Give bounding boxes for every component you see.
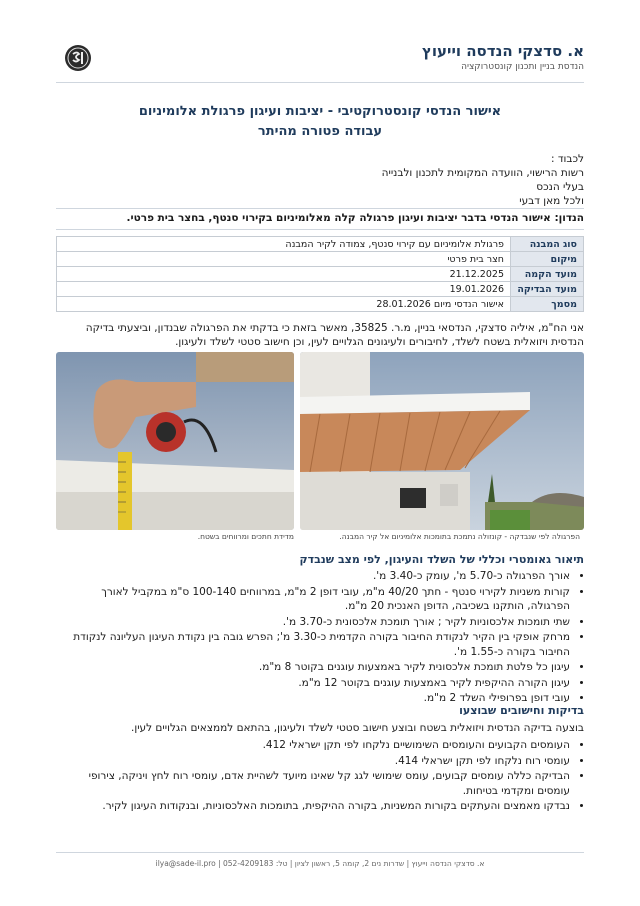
table-row [57, 267, 584, 282]
table-row [57, 237, 584, 252]
table-key: סוג המבנה [511, 237, 584, 252]
divider [56, 208, 584, 209]
recipient-greeting: לכבוד : [550, 153, 584, 165]
table-value: אישור הנדסי מיום 28.01.2026 [57, 297, 511, 312]
table-key: מסמך [511, 297, 584, 312]
list-item: • הבדיקה כללה עומסים קבועים, עומס שימושי לגג קל שאינו מיועד לשהיית אדם, עומסי רוח לחץ ויניקה, צירופי עומסים ומקדמי בטיחות. [56, 769, 570, 798]
table-value: חצר בית פרטי [57, 252, 511, 267]
geometry-list [56, 569, 584, 707]
table-value: פרגולת אלומיניום עם קירוי סנטף, צמודה לקיר המבנה [57, 237, 511, 252]
info-table [56, 236, 584, 312]
footer-contact: א. סדצקי הנדסה וייעוץ | שדרות נים 2, קומה 5, ראשון לציון | טל: 052-4209183 | ilya@sade-il.pro [155, 859, 485, 868]
company-name: א. סדצקי הנדסה וייעוץ [421, 42, 584, 60]
pergola-photo [300, 352, 584, 530]
list-item: • עיגון כל פלטת תומכת אלכסונית לקיר באמצעות עוגנים בקוטר 8 מ"מ. [56, 660, 570, 675]
list-item: • קורות משניות לקירוי סנטף - חתך 40/20 מ"מ, עובי דופן 2 מ"מ, במרווחים 100-140 ס"מ במקביל לאורך הפרגולה, הותקנו בשכיבה, הדופן האנכית 20 מ"מ. [56, 585, 570, 614]
recipient-line: בעלי הנכס [536, 181, 584, 193]
recipient-line: ולכל מאן דבעי [519, 195, 584, 207]
table-row [57, 297, 584, 312]
header-divider [56, 82, 584, 83]
list-item: • אורך הפרגולה כ-5.70 מ', עומק כ-3.40 מ'. [56, 569, 570, 584]
table-row [57, 252, 584, 267]
table-key: מועד הקמה [511, 267, 584, 282]
list-item: • מרחק אופקי בין הקיר לנקודת החיבור בקורה הקדמית כ-3.30 מ'; הפרש גובה בין נקודת העיגון העליונה לנקודת החיבור בקורה כ-1.55 מ'. [56, 630, 570, 659]
section-title: בדיקות וחישובים שבוצעו [459, 704, 584, 717]
table-value: 21.12.2025 [57, 267, 511, 282]
doc-subtitle: עבודה פטורה מהיתר [257, 124, 383, 139]
table-row [57, 282, 584, 297]
photo-caption: מדידת חתכים ומרווחים בשטח. [197, 532, 294, 541]
section-lead: בוצעה בדיקה הנדסית ויזואלית בשטח ובוצע חישוב סטטי לשלד ולעיגון, בהתאם לממצאים הגלויים לעין. [131, 722, 584, 734]
table-key: מיקום [511, 252, 584, 267]
letterhead [56, 40, 584, 76]
divider [56, 229, 584, 230]
recipient-line: רשות הרישוי, הוועדה המקומית לתכנון ולבנייה [381, 167, 584, 179]
list-item: • שתי תומכות אלכסוניות לקיר ; אורך תומכת אלכסונית כ-3.70 מ'. [56, 615, 570, 630]
intro-paragraph: אני הח"מ, איליה סדצקי, הנדסאי בניין, מ.ר. 35825, מאשר בזאת כי בדקתי את הפרגולה שבנדון, וביצעתי בדיקה הנדסית ויזואלית בשטח לשלד, לחיבורים ולעיגונים הגלויים לעין, וכן חישוב סטטי לשלד ולעיגון. [85, 322, 584, 348]
list-item: • עובי דופן בפרופילי השלד 2 מ"מ. [56, 691, 570, 706]
measuring-photo [56, 352, 294, 530]
list-item: • עיגון הקורה ההיקפית לקיר באמצעות עוגנים בקוטר 12 מ"מ. [56, 676, 570, 691]
list-item: • עומסי רוח נלקחו לפי תקן ישראלי 414. [56, 754, 570, 769]
subject-line: הנדון: אישור הנדסי בדבר יציבות ועיגון פרגולה קלה מאלומיניום בקירוי סנטף, בחצר בית פרטי. [126, 212, 584, 224]
doc-title: אישור הנדסי קונסטרוקטיבי - יציבות ועיגון פרגולת אלומיניום [138, 104, 502, 119]
checks-list [56, 738, 584, 815]
list-item: • נבדקו מאמצים והעתקים בקורות המשניות, בקורה ההיקפית, בתומכות האלכסוניות, ובנקודות העיגון לקיר. [56, 799, 570, 814]
company-tagline: הנדסת בניין ותכנון קונסטרוקציה [461, 62, 584, 72]
photo-caption: הפרגולה לפי שנבדקה - קונזולה נתמכת בתומכות אלומיניום אל קיר המבנה. [339, 532, 580, 541]
table-key: מועד הבדיקה [511, 282, 584, 297]
section-title: תיאור גאומטרי וכללי של השלד והעיגון, לפי מצב שנבדק [299, 553, 584, 566]
table-value: 19.01.2026 [57, 282, 511, 297]
footer-divider [56, 852, 584, 853]
list-item: • העומסים הקבועים והעומסים השימושיים נלקחו לפי תקן ישראלי 412. [56, 738, 570, 753]
company-logo [64, 44, 92, 72]
